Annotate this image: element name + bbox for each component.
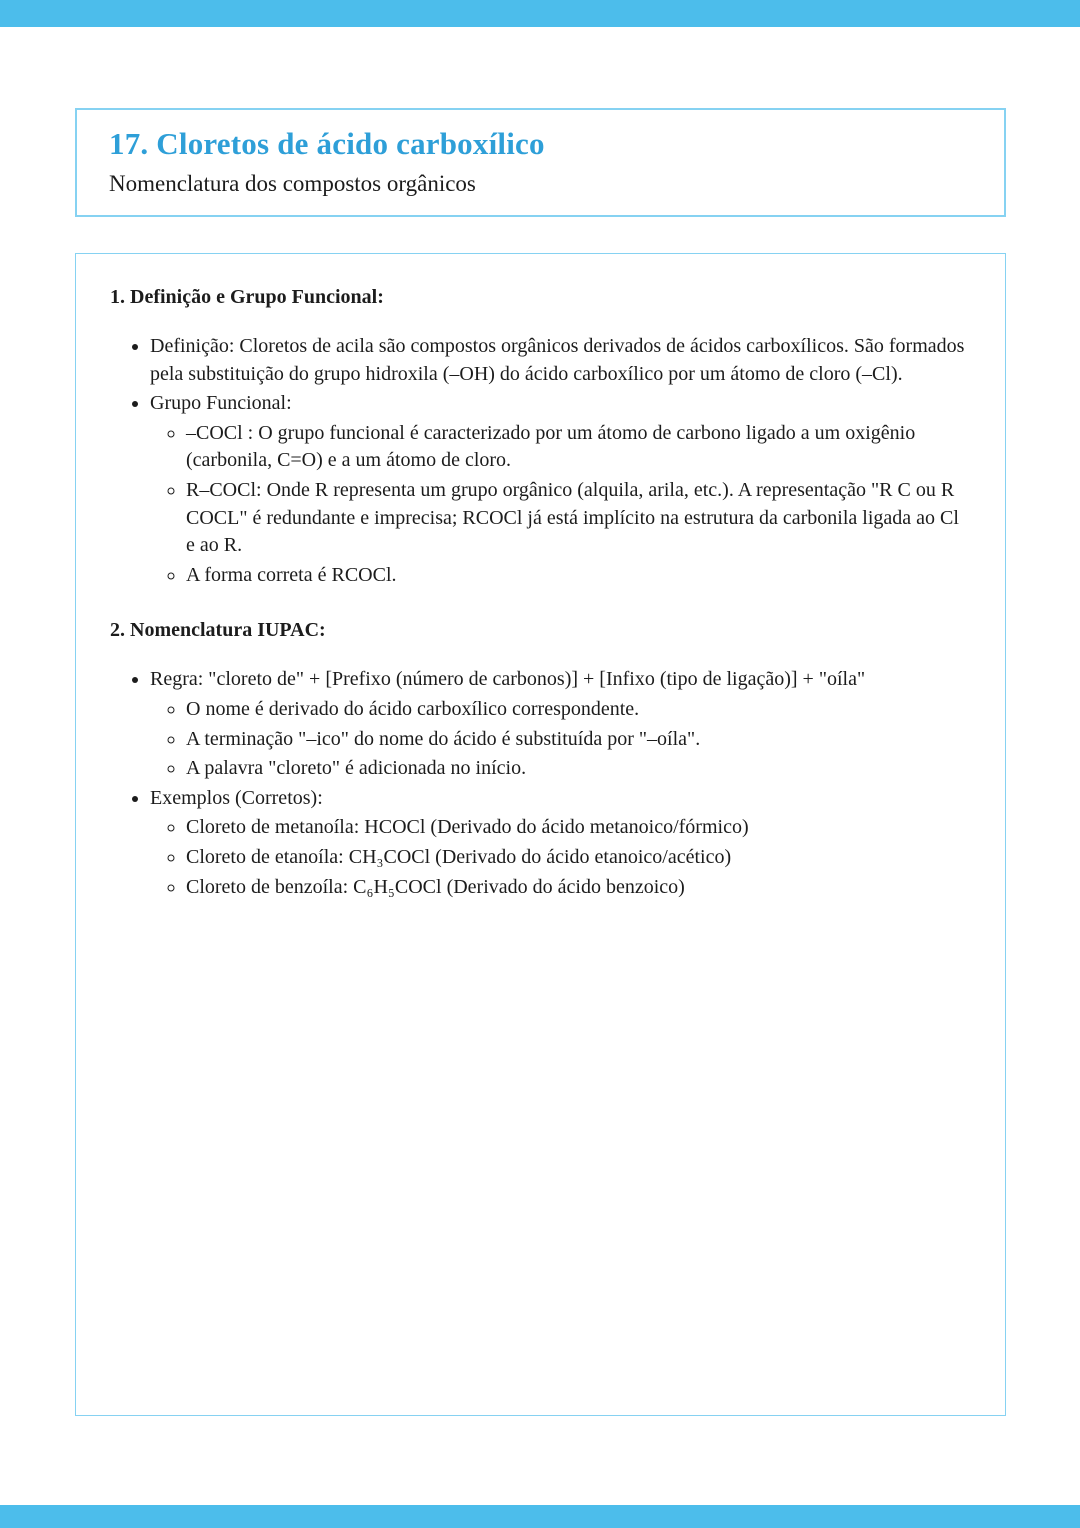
- sub-bullet-item: [186, 420, 971, 475]
- content-box: [75, 253, 1006, 1416]
- section-1-heading: 1. Definição e Grupo Funcional:: [110, 286, 384, 308]
- section-2-heading: 2. Nomenclatura IUPAC:: [110, 619, 326, 642]
- bullet-text: Definição: Cloretos de acila são compostos orgânicos derivados de ácidos carboxílicos. São formados pela substituição do grupo hidroxila (–OH) do ácido carboxílico por um átomo de cloro (–Cl).: [150, 335, 965, 385]
- sub-bullet-item: [186, 755, 971, 783]
- sub-bullet-item: [186, 562, 971, 590]
- sub-bullet-text: Cloreto de etanoíla: CH₃COCl (Derivado do ácido etanoico/acético): [186, 845, 732, 868]
- bullet-text: Exemplos (Corretos):: [150, 786, 323, 809]
- regra-sublist: [150, 696, 971, 783]
- sub-bullet-item: [186, 696, 971, 724]
- sub-bullet-item: [186, 477, 971, 560]
- sub-bullet-text: A terminação "–ico" do nome do ácido é substituída por "–oíla".: [186, 727, 701, 750]
- section-1-list: [110, 333, 971, 589]
- exemplos-sublist: [150, 814, 971, 901]
- bullet-item-regra: [150, 666, 971, 782]
- title-box: [75, 108, 1006, 217]
- sub-bullet-item: [186, 874, 971, 902]
- bullet-item-grupo-funcional: [150, 390, 971, 589]
- top-accent-bar: [0, 0, 1080, 27]
- sub-bullet-text: R–COCl: Onde R representa um grupo orgânico (alquila, arila, etc.). A representação "R C ou R COCL" é redundante e imprecisa; RCOCl já está implícito na estrutura da carbonila ligada ao Cl e ao R.: [186, 478, 959, 557]
- page-subtitle: Nomenclatura dos compostos orgânicos: [109, 171, 476, 196]
- bullet-item-exemplos: [150, 785, 971, 901]
- bullet-item-definicao: [150, 333, 971, 388]
- bottom-accent-bar: [0, 1505, 1080, 1528]
- sub-bullet-item: [186, 814, 971, 842]
- sub-bullet-item: [186, 726, 971, 754]
- sub-bullet-text: –COCl : O grupo funcional é caracterizado por um átomo de carbono ligado a um oxigênio (carbonila, C=O) e a um átomo de cloro.: [186, 421, 916, 472]
- grupo-funcional-sublist: [150, 420, 971, 590]
- sub-bullet-text: A forma correta é RCOCl.: [186, 563, 397, 586]
- bullet-text: Grupo Funcional:: [150, 392, 292, 415]
- page-title: 17. Cloretos de ácido carboxílico: [109, 126, 545, 161]
- bullet-text: Regra: "cloreto de" + [Prefixo (número de carbonos)] + [Infixo (tipo de ligação)] + "oíla": [150, 668, 866, 691]
- sub-bullet-text: Cloreto de benzoíla: C₆H₅COCl (Derivado do ácido benzoico): [186, 875, 685, 898]
- sub-bullet-text: O nome é derivado do ácido carboxílico correspondente.: [186, 697, 640, 720]
- sub-bullet-text: Cloreto de metanoíla: HCOCl (Derivado do ácido metanoico/fórmico): [186, 816, 749, 839]
- section-2-list: [110, 666, 971, 901]
- sub-bullet-item: [186, 844, 971, 872]
- sub-bullet-text: A palavra "cloreto" é adicionada no início.: [186, 757, 527, 780]
